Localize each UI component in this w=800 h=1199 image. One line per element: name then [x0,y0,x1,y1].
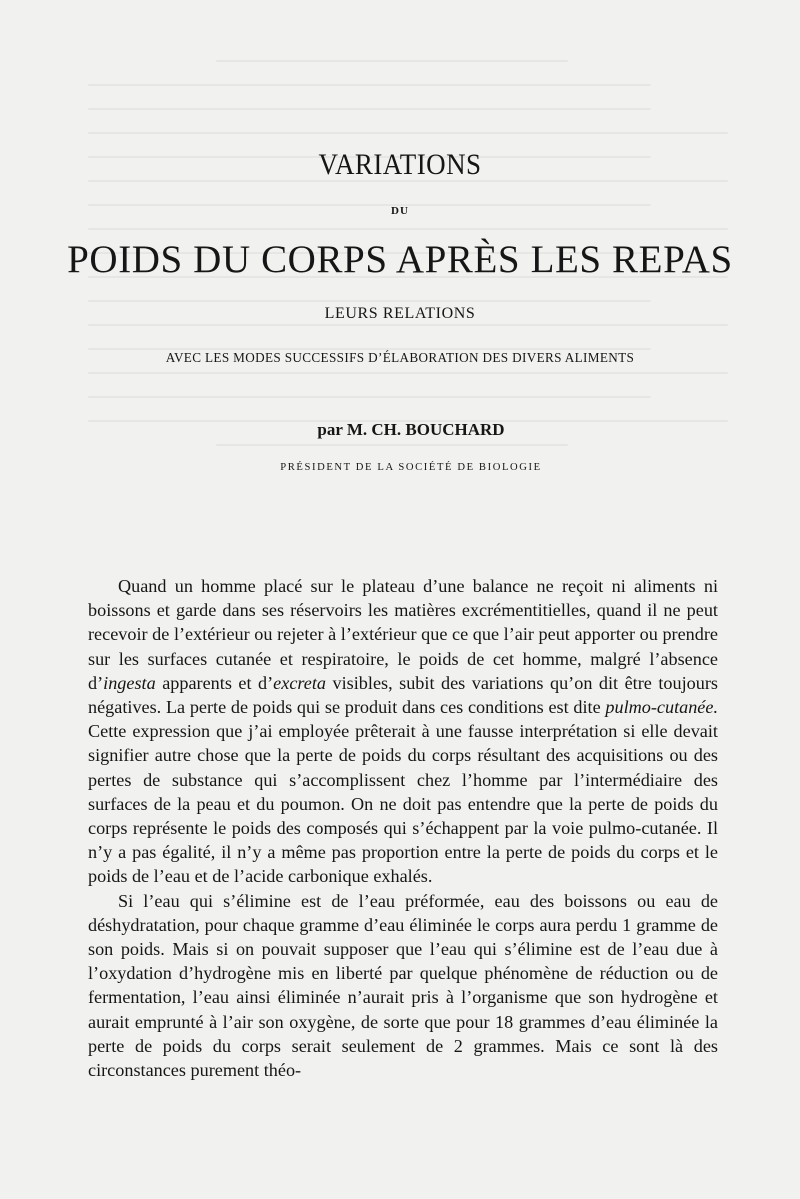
paragraph-1-part-b: apparents et d’ [155,672,274,693]
term-ingesta: ingesta [103,672,156,693]
paragraph-2: Si l’eau qui s’élimine est de l’eau préformée, eau des boissons ou eau de déshydratation, pour chaque gramme d’eau éliminée le corps aura perdu 1 gramme de son poids. Mais si on pouvait supposer que l’eau qui s’élimine est de l’eau due à l’oxydation d’hydrogène mis en liberté par quelque phénomène de réduction ou de fermentation, l’eau ainsi éliminée n’aurait pris à l’organisme que son hydrogène et aurait emprunté à l’air son oxygène, de sorte que pour 18 grammes d’eau éliminée la perte de poids du corps serait seulement de 2 grammes. Mais ce sont là des circonstances purement théo- [88,890,718,1081]
paragraph-1-part-c: visibles, subit des variations qu’on dit être toujours négatives. La perte de poids qui se produit dans ces conditions est dite [88,672,718,718]
article-subtitle-secondary: AVEC LES MODES SUCCESSIFS D’ÉLABORATION DES DIVERS ALIMENTS [165,350,635,365]
article-title: VARIATIONS [318,148,482,181]
article-body [88,574,718,1082]
article-main-title: POIDS DU CORPS APRÈS LES REPAS [67,238,733,281]
title-connector: DU [391,205,409,217]
term-excreta: excreta [273,672,327,693]
paragraph-1-part-d: Cette expression que j’ai employée prêterait à une fausse interprétation si elle devait signifier autre chose que la perte de poids du corps résultant des acquisitions ou des pertes de substance qui s’accomplissent chez l’homme par l’intermédiaire des surfaces de la peau et du poumon. On ne doit pas entendre que la perte de poids du corps représente le poids des composés qui s’échappent par la voie pulmo-cutanée. Il n’y a pas égalité, il n’y a même pas proportion entre la perte de poids du corps et le poids de l’eau et de l’acide carbonique exhalés. [88,721,718,887]
paragraph-1-part-a: Quand un homme placé sur le plateau d’une balance ne reçoit ni aliments ni boissons et garde dans ses réservoirs les matières excrémentitielles, quand il ne peut recevoir de l’extérieur ou rejeter à l’extérieur que ce que l’air peut apporter ou prendre sur les surfaces cutanée et respiratoire, le poids de cet homme, malgré l’absence d’ [88,576,718,693]
article-subtitle: LEURS RELATIONS [324,305,476,322]
author-line: par M. CH. BOUCHARD [317,420,505,439]
term-pulmo-cutanee: pulmo-cutanée. [605,697,718,718]
paragraph-1 [88,574,718,889]
author-affiliation: PRÉSIDENT DE LA SOCIÉTÉ DE BIOLOGIE [280,462,542,473]
